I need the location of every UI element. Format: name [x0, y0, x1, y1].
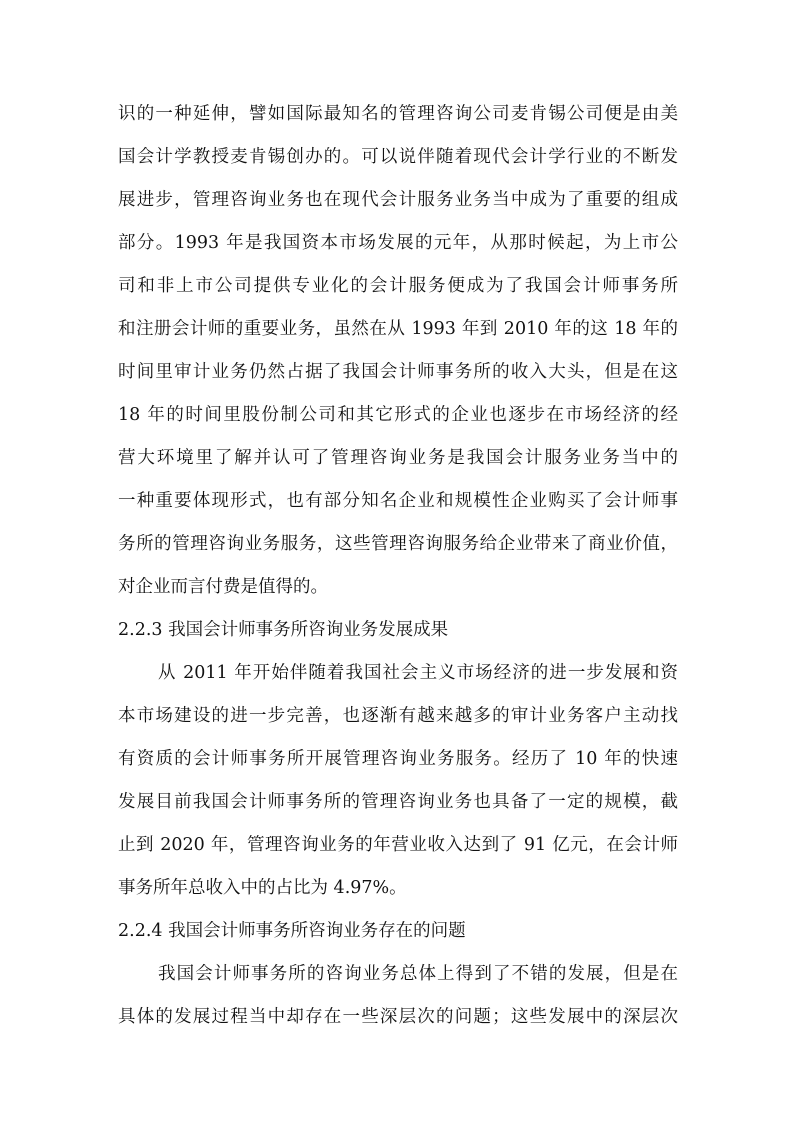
text-line: 本市场建设的进一步完善，也逐渐有越来越多的审计业务客户主动找	[118, 706, 678, 726]
text-line: 司和非上市公司提供专业化的会计服务便成为了我国会计师事务所	[118, 276, 678, 296]
text-line: 止到 2020 年，管理咨询业务的年营业收入达到了 91 亿元，在会计师	[118, 835, 678, 855]
text-line: 事务所年总收入中的占比为 4.97%。	[118, 878, 407, 898]
text-line: 务所的管理咨询业务服务，这些管理咨询服务给企业带来了商业价值，	[118, 534, 678, 554]
text-line: 有资质的会计师事务所开展管理咨询业务服务。经历了 10 年的快速	[118, 749, 678, 769]
text-line: 营大环境里了解并认可了管理咨询业务是我国会计服务业务当中的	[118, 448, 678, 468]
paragraph-first-line: 我国会计师事务所的咨询业务总体上得到了不错的发展，但是在	[158, 964, 678, 984]
text-line: 时间里审计业务仍然占据了我国会计师事务所的收入大头，但是在这	[118, 362, 678, 382]
text-line: 一种重要体现形式，也有部分知名企业和规模性企业购买了会计师事	[118, 491, 678, 511]
section-heading: 2.2.4 我国会计师事务所咨询业务存在的问题	[118, 921, 466, 941]
text-line: 展进步，管理咨询业务也在现代会计服务业务当中成为了重要的组成	[118, 190, 678, 210]
text-line: 18 年的时间里股份制公司和其它形式的企业也逐步在市场经济的经	[118, 405, 678, 425]
text-line: 具体的发展过程当中却存在一些深层次的问题；这些发展中的深层次	[118, 1007, 678, 1027]
text-line: 识的一种延伸，譬如国际最知名的管理咨询公司麦肯锡公司便是由美	[118, 104, 678, 124]
text-line: 和注册会计师的重要业务，虽然在从 1993 年到 2010 年的这 18 年的	[118, 319, 678, 339]
text-line: 国会计学教授麦肯锡创办的。可以说伴随着现代会计学行业的不断发	[118, 147, 678, 167]
text-line: 对企业而言付费是值得的。	[118, 577, 328, 597]
section-heading: 2.2.3 我国会计师事务所咨询业务发展成果	[118, 620, 449, 640]
text-line: 部分。1993 年是我国资本市场发展的元年，从那时候起，为上市公	[118, 233, 678, 253]
paragraph-first-line: 从 2011 年开始伴随着我国社会主义市场经济的进一步发展和资	[158, 663, 678, 683]
text-line: 发展目前我国会计师事务所的管理咨询业务也具备了一定的规模，截	[118, 792, 678, 812]
